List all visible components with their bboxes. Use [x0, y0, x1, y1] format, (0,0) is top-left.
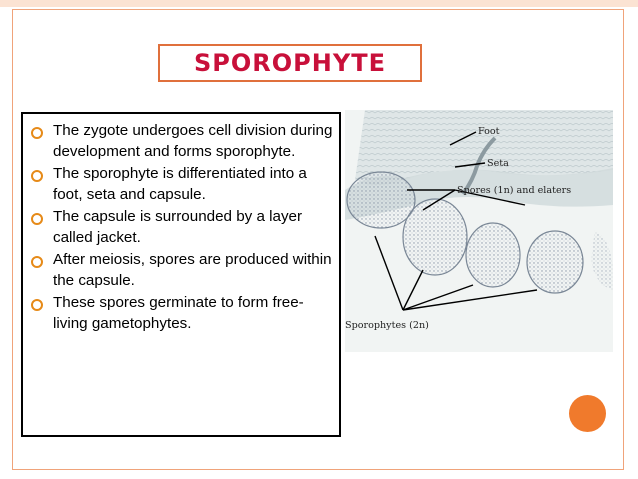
bullet-list	[23, 114, 339, 334]
label-sporophytes: Sporophytes (2n)	[345, 320, 429, 331]
sporophyte-micrograph	[345, 110, 613, 352]
bullet-circle-icon	[31, 213, 43, 225]
bullet-text-box	[21, 112, 341, 437]
bullet-item	[31, 293, 333, 334]
label-foot: Foot	[478, 126, 500, 137]
bullet-circle-icon	[31, 127, 43, 139]
bullet-item	[31, 164, 333, 205]
bullet-circle-icon	[31, 170, 43, 182]
label-spores: Spores (1n) and elaters	[457, 185, 572, 196]
bullet-circle-icon	[31, 256, 43, 268]
bullet-item	[31, 207, 333, 248]
bullet-text: The capsule is surrounded by a layer called jacket.	[53, 208, 303, 246]
bullet-circle-icon	[31, 299, 43, 311]
capsule	[527, 231, 583, 293]
bullet-item	[31, 121, 333, 162]
title-box	[158, 44, 422, 82]
bullet-text: These spores germinate to form free-living gametophytes.	[53, 294, 304, 332]
bullet-item	[31, 250, 333, 291]
label-seta: Seta	[487, 158, 509, 169]
slide-title: SPOROPHYTE	[194, 49, 386, 77]
bullet-text: The zygote undergoes cell division during development and forms sporophyte.	[53, 122, 333, 160]
top-band	[0, 0, 638, 7]
decorative-orange-circle	[569, 395, 606, 432]
bullet-text: The sporophyte is differentiated into a foot, seta and capsule.	[53, 165, 307, 203]
capsule	[403, 199, 467, 275]
capsule	[466, 223, 520, 287]
bullet-text: After meiosis, spores are produced within the capsule.	[53, 251, 332, 289]
capsule	[347, 172, 415, 228]
